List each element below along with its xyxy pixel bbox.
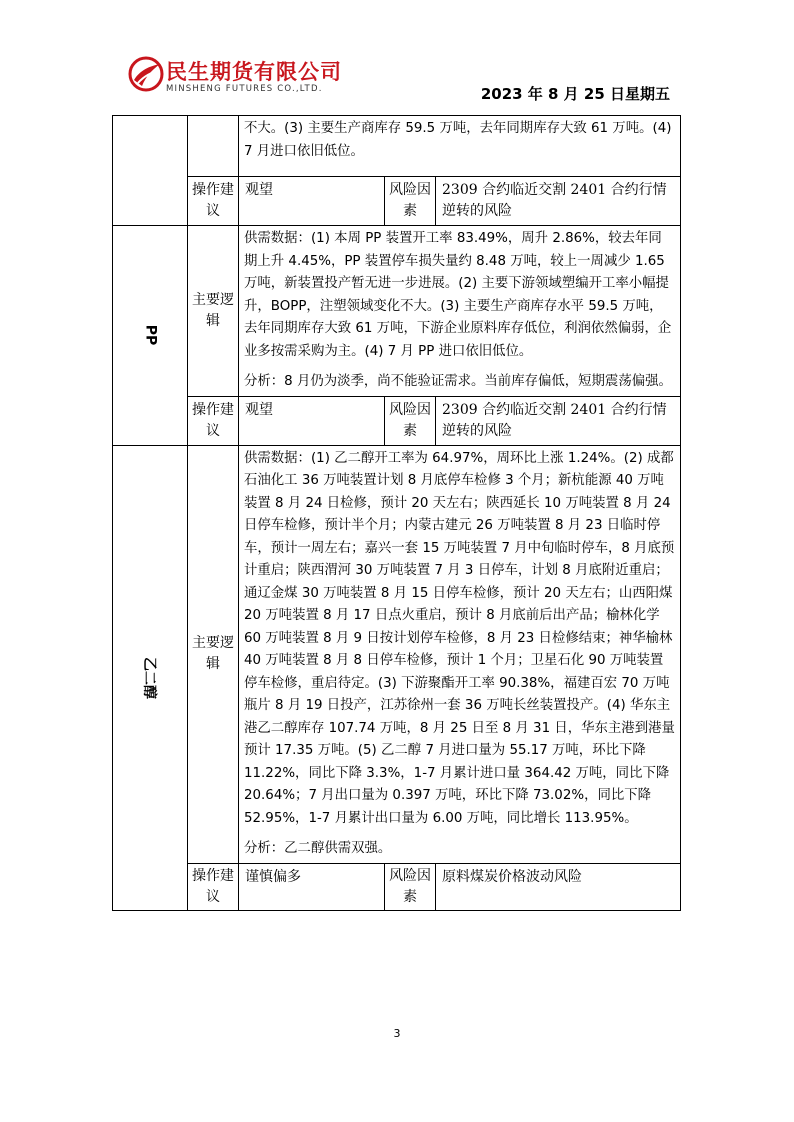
pp-category-name: PP	[142, 324, 158, 346]
pp-advice-value: 观望	[239, 396, 385, 445]
minsheng-logo-icon	[128, 56, 164, 92]
meg-supply-demand-paragraph: 供需数据：(1) 乙二醇开工率为 64.97%，周环比上涨 1.24%。(2) 成都石油化工 36 万吨装置计划 8 月底停车检修 3 个月；新杭能源 40 万吨装置 8 月 24 日检修，预计 20 天左右；陕西延长 10 万吨装置 8 月 24 日停车检修，预计半个月；内蒙古建元 26 万吨装置 8 月 23 日临时停车，预计一周左右；嘉兴一套 15 万吨装置 7 月中旬临时停车，8 月底预计重启；陕西渭河 30 万吨装置 7 月 3 日停车，计划 8 月底附近重启；通辽金煤 30 万吨装置 8 月 15 日停车检修，预计 20 天左右；山西阳煤 20 万吨装置 8 月 17 日点火重启，预计 8 月底前后出产品；榆林化学 60 万吨装置 8 月 9 日按计划停车检修，8 月 23 日检修结束；神华榆林 40 万吨装置 8 月 8 日停车检修，预计 1 个月；卫星石化 90 万吨装置停车检修，重启待定。(3) 下游聚酯开工率 90.38%，福建百宏 70 万吨瓶片 8 月 19 日投产，江苏徐州一套 36 万吨长丝装置投产。(4) 华东主港乙二醇库存 107.74 万吨，8 月 25 日至 8 月 31 日，华东主港到港量预计 17.35 万吨。(5) 乙二醇 7 月进口量为 55.17 万吨，环比下降 11.22%，同比下降 3.3%，1-7 月累计进口量 364.42 万吨，同比下降 20.64%；7 月出口量为 0.397 万吨，环比下降 73.02%，同比下降 52.95%，1-7 月累计出口量为 6.00 万吨，同比增长 113.95%。	[244, 450, 675, 826]
pp-supply-demand-paragraph: 供需数据：(1) 本周 PP 装置开工率 83.49%，周升 2.86%，较去年同期上升 4.45%，PP 装置停车损失量约 8.48 万吨，较上一周减少 1.65 万吨，新装置投产暂无进一步进展。(2) 主要下游领域塑编开工率小幅提升，BOPP，注塑领域变化不大。(3) 主要生产商库存水平 59.5 万吨，去年同期库存大致 61 万吨，下游企业原料库存低位，利润依然偏弱，企业多按需采购为主。(4) 7 月 PP 进口依旧低位。	[244, 231, 672, 359]
prev-advice-value: 观望	[239, 177, 385, 226]
meg-advice-value: 谨慎偏多	[239, 863, 385, 910]
pp-risk-label: 风险因素	[385, 396, 436, 445]
meg-logic-label: 主要逻辑	[188, 445, 239, 863]
prev-logic-paragraph: 不大。(3) 主要生产商库存 59.5 万吨，去年同期库存大致 61 万吨。(4) 7 月进口依旧低位。	[244, 121, 672, 159]
meg-advice-label: 操作建议	[188, 863, 239, 910]
meg-category-name: 乙二醇	[141, 656, 157, 699]
company-name-en: MINSHENG FUTURES CO.,LTD.	[166, 84, 323, 94]
prev-category-cell	[113, 116, 188, 226]
pp-category-cell	[113, 226, 188, 446]
prev-risk-value: 2309 合约临近交割 2401 合约行情逆转的风险	[436, 177, 681, 226]
meg-logic-text	[239, 445, 681, 863]
meg-risk-value: 原料煤炭价格波动风险	[436, 863, 681, 910]
prev-advice-label: 操作建议	[188, 177, 239, 226]
table-row-meg-logic	[113, 445, 681, 863]
meg-analysis-paragraph: 分析：乙二醇供需双强。	[244, 841, 392, 856]
company-name-cn: 民生期货有限公司	[166, 60, 342, 84]
page-header	[0, 0, 794, 118]
meg-risk-label: 风险因素	[385, 863, 436, 910]
strategy-table	[112, 115, 681, 911]
pp-logic-label: 主要逻辑	[188, 226, 239, 397]
table-row-pp-advice	[113, 396, 681, 445]
meg-category-cell	[113, 445, 188, 910]
pp-risk-value: 2309 合约临近交割 2401 合约行情逆转的风险	[436, 396, 681, 445]
pp-logic-text	[239, 226, 681, 397]
page-number: 3	[393, 1027, 401, 1040]
table-row-prev-logic	[113, 116, 681, 177]
report-date: 2023 年 8 月 25 日星期五	[480, 85, 670, 103]
company-logo	[128, 56, 368, 102]
prev-risk-label: 风险因素	[385, 177, 436, 226]
table-row-pp-logic	[113, 226, 681, 397]
pp-advice-label: 操作建议	[188, 396, 239, 445]
prev-logic-text	[239, 116, 681, 177]
pp-analysis-paragraph: 分析：8 月仍为淡季，尚不能验证需求。当前库存偏低，短期震荡偏强。	[244, 374, 672, 389]
table-row-prev-advice	[113, 177, 681, 226]
table-row-meg-advice	[113, 863, 681, 910]
prev-logic-label	[188, 116, 239, 177]
